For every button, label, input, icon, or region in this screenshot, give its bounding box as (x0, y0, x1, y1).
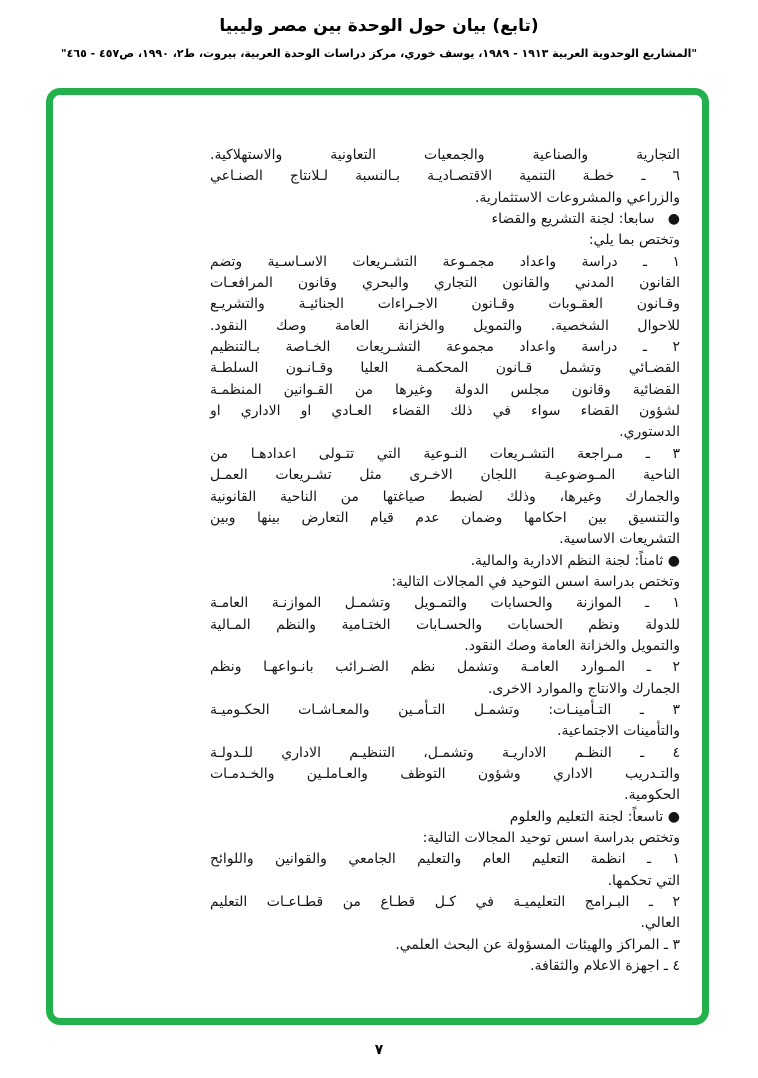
text-line: التي تحكمها. (607, 872, 680, 889)
text-line: العالي. (640, 915, 680, 932)
text-line: الجمارك والانتاج والموارد الاخرى. (487, 680, 680, 697)
text-line: الحكومية. (624, 787, 680, 804)
text-line: ٢ ـ المـوارد العامـة وتشمل نظم الضـرائب بانـواعهـا ونظم (210, 659, 680, 676)
text-line: القضائية وقانون مجلس الدولة وغيرها من القـوانين المنظمـة (210, 381, 680, 398)
text-line: ● ثامناً: لجنة النظم الادارية والمالية. (470, 552, 680, 569)
text-line: لشؤون القضاء سواء في ذلك القضاء العـادي او الاداري او (210, 403, 680, 420)
text-line: التشريعات الاساسية. (559, 531, 680, 548)
text-line: التجارية والصناعية والجمعيات التعاونية والاستهلاكية. (210, 147, 680, 163)
text-line: القانون المدني والقانون التجاري والبحري وقانون المرافعـات (210, 275, 680, 292)
text-line: والجمارك وغيرها، وذلك لضبط صياغتها من الناحية القانونية (210, 488, 680, 505)
text-line: ● تاسعاً: لجنة التعليم والعلوم (509, 808, 680, 825)
text-line: ١ ـ انظمة التعليم العام والتعليم الجامعي والقوانين واللوائح (210, 851, 680, 868)
text-line: والزراعي والمشروعات الاستثمارية. (474, 189, 680, 206)
text-line: وقـانون العقـوبات وقـانون الاجـراءات الجنائيـة والتشريـع (210, 296, 680, 313)
text-line: وتختص بدراسة اسس توحيد المجالات التالية: (422, 830, 680, 846)
text-line: ١ ـ دراسة واعداد مجمـوعة التشـريعات الاسـاسـية وتضم (210, 253, 680, 270)
text-line: ٣ ـ التـأمينـات: وتشمـل التـأمـين والمعـاشـات الحكـوميـة (210, 701, 680, 718)
text-line: والتمويل والخزانة العامة وصك النقود. (464, 637, 680, 654)
text-line: ٣ ـ مـراجعة التشـريعات النـوعية التي تتـولى اعدادهـا من (210, 445, 680, 462)
page-title: (تابع) بيان حول الوحدة بين مصر وليبيا (219, 16, 539, 36)
text-line: والتـدريب الاداري وشؤون التوظف والعـاملـين والخـدمـات (210, 765, 680, 782)
text-line: ٦ ـ خطـة التنمية الاقتصـاديـة بـالنسبة لـلانتاج الصنـاعي (210, 168, 680, 185)
text-line: للاحوال الشخصية. والتمويل والخزانة العامة وصك النقود. (210, 317, 680, 334)
text-line: ٢ ـ دراسة واعداد مجموعة التشـريعات الخـاصة بـالتنظيم (210, 339, 680, 356)
text-line: ● سابعا: لجنة التشريع والقضاء (491, 211, 680, 228)
text-line: والتنسيق بين احكامها وضمان عدم قيام التعارض بينها وبين (210, 509, 680, 526)
text-line: للدولة ونظم الحسابات والحسـابات الختـامية والنظم المـالية (210, 616, 680, 633)
text-line: ٤ ـ اجهزة الاعلام والثقافة. (530, 958, 680, 975)
text-line: ٢ ـ البـرامج التعليميـة في كـل قطـاع من قطـاعـات التعليم (210, 894, 680, 911)
page-number: ٧ (374, 1042, 384, 1058)
body-text (210, 145, 680, 977)
text-line: ١ ـ الموازنة والحسابات والتمـويل وتشمـل الموازنـة العامـة (210, 595, 680, 612)
text-line: وتختص بما يلي: (588, 232, 680, 249)
text-line: ٤ ـ النظـم الاداريـة وتشمـل، التنظيـم الاداري للـدولـة (210, 744, 680, 761)
text-line: الدستوري. (619, 424, 680, 441)
text-line: القضـائي وتشمل قـانون المحكمـة العليا وقـانـون السلطـة (210, 360, 680, 377)
text-line: وتختص بدراسة اسس التوحيد في المجالات التالية: (391, 573, 680, 590)
content-frame (46, 88, 709, 1025)
text-line: والتأمينات الاجتماعية. (557, 723, 680, 740)
text-line: ٣ ـ المراكز والهيئات المسؤولة عن البحث العلمي. (395, 936, 680, 953)
citation-line: "المشاريع الوحدوية العربية ١٩١٣ - ١٩٨٩، يوسف خوري، مركز دراسات الوحدة العربية، بيروت، ط٢، ١٩٩٠، ص٤٥٧ - ٤٦٥" (60, 47, 698, 60)
text-line: الناحية المـوضوعيـة اللجان الاخـرى مثل تشـريعات العمـل (210, 467, 680, 484)
